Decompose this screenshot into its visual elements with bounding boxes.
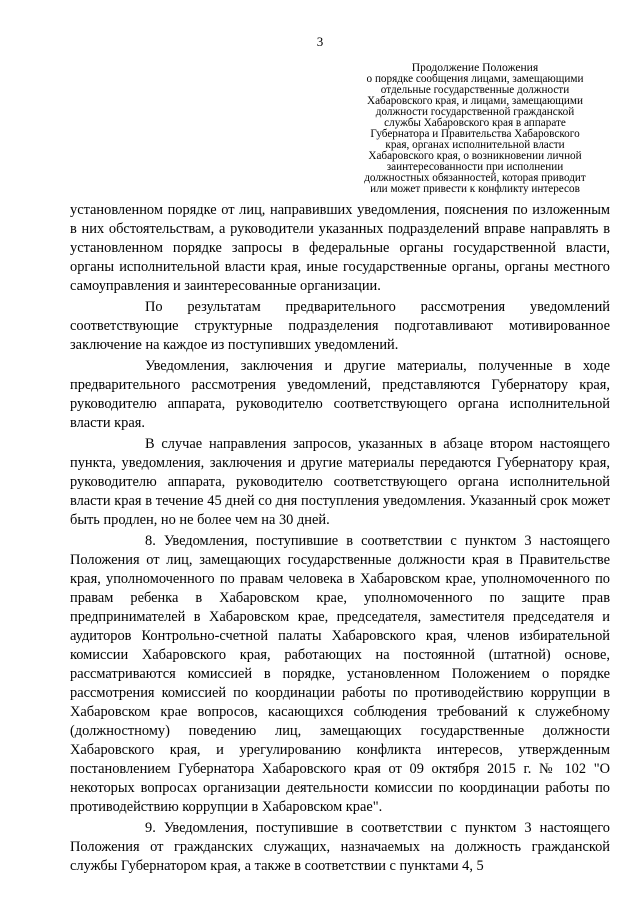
- header-line: Хабаровского края, о возникновении личной: [368, 150, 582, 162]
- header-line: или может привести к конфликту интересов: [370, 183, 580, 195]
- paragraph: Уведомления, заключения и другие материалы, полученные в ходе предварительного рассмотрения уведомлений, представляются Губернатору края, руководителю аппарата, руководителю соответствующего органа исполнительной власти края.: [70, 358, 610, 431]
- header-line: о порядке сообщения лицами, замещающими: [366, 73, 584, 85]
- header-line: заинтересованности при исполнении: [386, 161, 564, 173]
- header-line: должности государственной гражданской: [375, 106, 575, 118]
- header-line: края, органах исполнительной власти: [385, 139, 565, 151]
- paragraph: установленном порядке от лиц, направивших уведомления, пояснения по изложенным в них обстоятельствам, а руководители указанных подразделений вправе направлять в установленном порядке запросы в федеральные органы государственной власти, органы исполнительной власти края, иные государственные органы, органы местного самоуправления и заинтересованные организации.: [70, 202, 610, 294]
- document-header: [335, 62, 615, 195]
- paragraph: В случае направления запросов, указанных в абзаце втором настоящего пункта, уведомления, заключения и другие материалы передаются Губернатору края, руководителю аппарата, руководителю соответствующего органа исполнительной власти края в течение 45 дней со дня поступления уведомления. Указанный срок может быть продлен, но не более чем на 30 дней.: [70, 436, 610, 528]
- page-number: 3: [316, 34, 324, 49]
- header-line: Губернатора и Правительства Хабаровского: [370, 128, 580, 140]
- paragraph: По результатам предварительного рассмотрения уведомлений соответствующие структурные подразделения подготавливают мотивированное заключение на каждое из поступивших уведомлений.: [70, 299, 610, 353]
- header-line: отдельные государственные должности: [380, 84, 570, 96]
- header-title: Продолжение Положения: [411, 61, 539, 74]
- paragraph: 9. Уведомления, поступившие в соответствии с пунктом 3 настоящего Положения от гражданских служащих, назначаемых на должность гражданской службы Губернатором края, а также в соответствии с пунктами 4, 5: [70, 820, 610, 874]
- paragraph: 8. Уведомления, поступившие в соответствии с пунктом 3 настоящего Положения от лиц, замещающих государственные должности края в Правительстве края, уполномоченного по правам человека в Хабаровском крае, уполномоченного по правам ребенка в Хабаровском крае, уполномоченного по защите прав предпринимателей в Хабаровском крае, председателя, заместителя председателя и аудиторов Контрольно-счетной палаты Хабаровского края, членов избирательной комиссии Хабаровского края, работающих на постоянной (штатной) основе, рассматриваются комиссией в порядке, установленном Положением о порядке рассмотрения комиссией по координации работы по противодействию коррупции в Хабаровском крае вопросов, касающихся соблюдения требований к служебному (должностному) поведению лиц, замещающих государственные должности Хабаровского края, и урегулированию конфликта интересов, утвержденным постановлением Губернатора Хабаровского края от 09 октября 2015 г. № 102 "О некоторых вопросах организации деятельности комиссии по координации работы по противодействию коррупции в Хабаровском крае".: [70, 533, 610, 815]
- header-line: должностных обязанностей, которая приводит: [364, 172, 586, 184]
- header-line: службы Хабаровского края в аппарате: [384, 117, 566, 129]
- header-line: Хабаровского края, и лицами, замещающими: [367, 95, 583, 107]
- document-body: [70, 201, 610, 876]
